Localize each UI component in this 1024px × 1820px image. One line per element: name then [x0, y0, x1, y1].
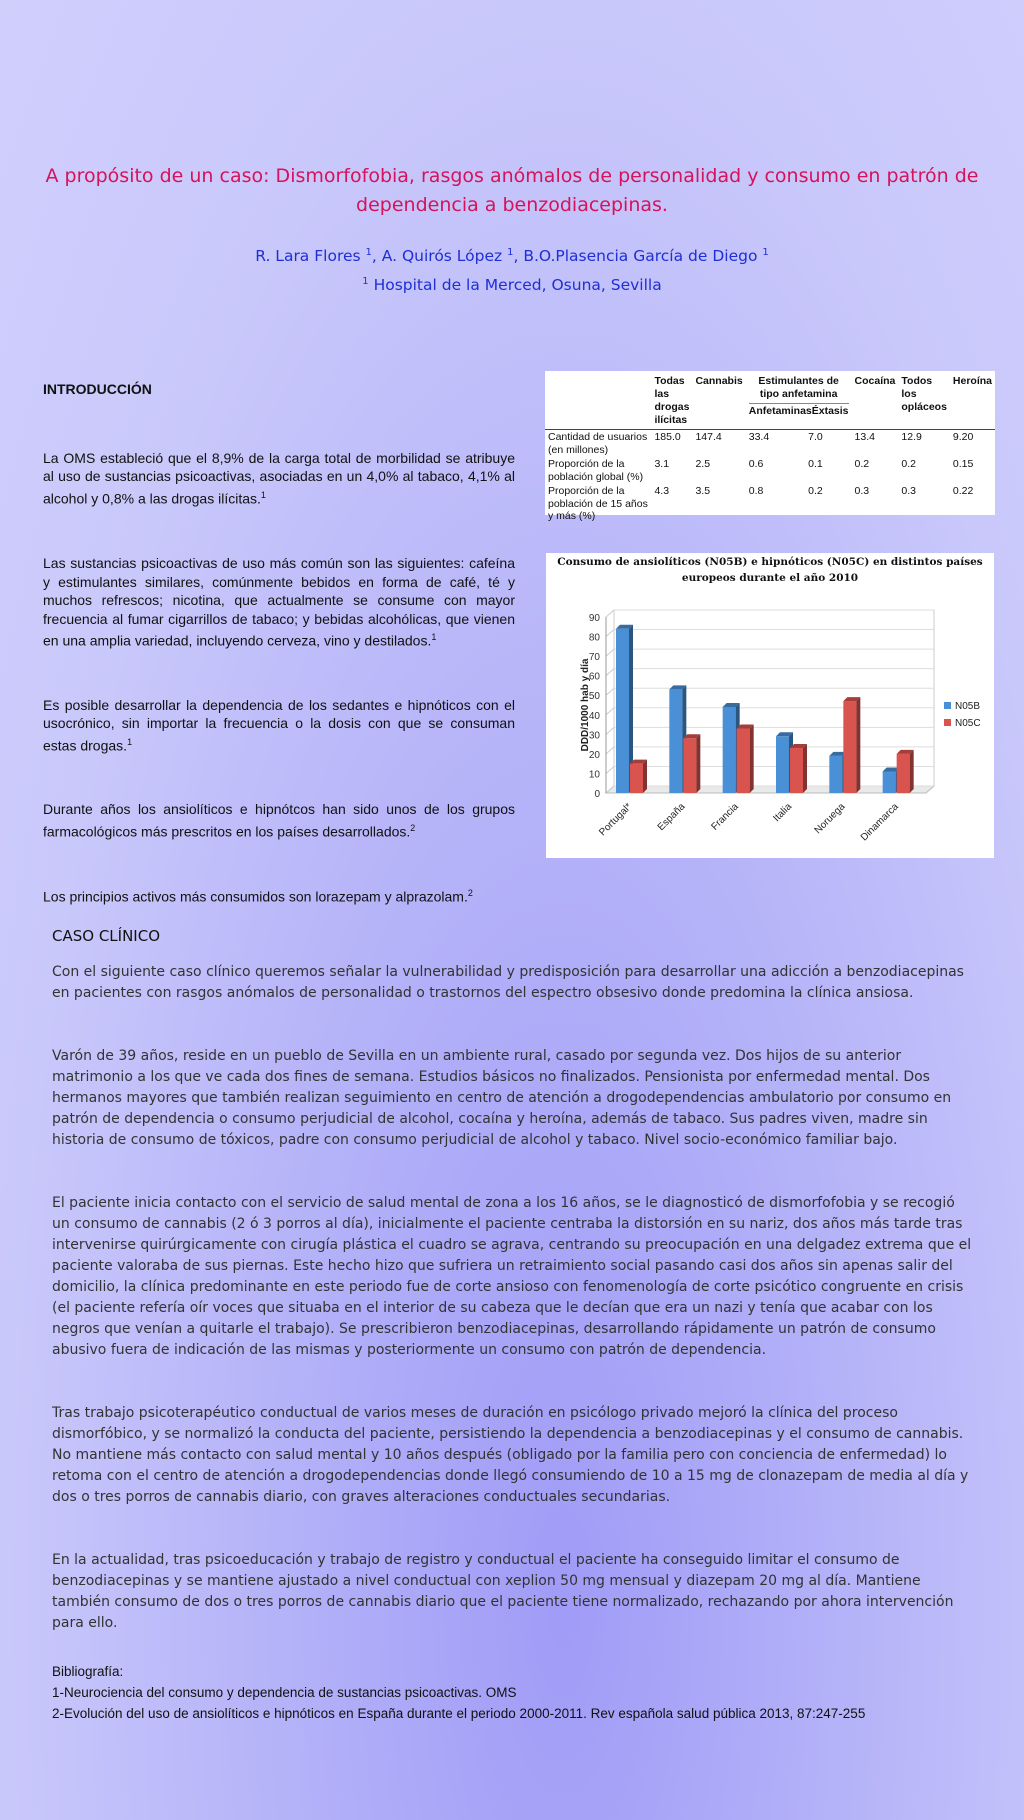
table-row: Cantidad de usuarios (en millones) 185.0 147.4 33.4 7.0 13.4 12.9 9.20 [545, 430, 995, 458]
case-paragraph-3: El paciente inicia contacto con el servicio de salud mental de zona a los 16 años, se le diagnosticó de dismorfofobia y se recogió un consumo de cannabis (2 ó 3 porros al día), inicialmente el paciente centraba la distorsión en su nariz, dos años más tarde tras intervenirse quirúrgicamente con cirugía plástica el cuadro se agrava, centrando su preocupación en una delgadez extrema que el paciente valoraba de sus piernas. Este hecho hizo que sufriera un retraimiento social pasando casi dos años sin apenas salir del domicilio, la clínica predominante en este periodo fue de corte ansioso con fenomenología de corte psicótico congruente en crisis (el paciente refería oír voces que situaba en el interior de su cabeza que le decían que era un nazi y tenía que acabar con los negros que venían a quitarle el trabajo). Se prescribieron benzodiacepinas, desarrollando rápidamente un patrón de consumo abusivo fuera de indicación de las mismas y posteriormente un consumo con patrón de dependencia. [52, 1195, 972, 1358]
clinical-case-section [52, 926, 976, 1634]
case-heading: CASO CLÍNICO [52, 927, 161, 945]
intro-paragraph-3: Es posible desarrollar la dependencia de los sedantes e hipnóticos con el usocrónico, sin importar la frecuencia o la dosis con que se consuman estas drogas.$^1$ [43, 696, 515, 754]
bar-n05b-4 [829, 756, 842, 793]
y-tick-label: 0 [594, 789, 600, 800]
y-tick-label: 80 [588, 632, 600, 644]
gridline [606, 727, 614, 734]
reference-2: 2-Evolución del uso de ansiolíticos e hipnóticos en España durante el periodo 2000-2011. Rev española salud pública 2013, 87:247-255 [52, 1706, 866, 1721]
table-header: Cocaína [854, 375, 896, 387]
table-header: Cannabis [695, 375, 743, 387]
affiliation: $^1$ Hospital de la Merced, Osuna, Sevilla [362, 276, 662, 295]
gridline [606, 610, 614, 617]
case-paragraph-4: Tras trabajo psicoterapéutico conductual de varios meses de duración en psicólogo privado mejoró la clínica del proceso dismorfóbico, y se normalizó la conducta del paciente, persistiendo la dependencia a benzodiacepinas y el consumo de cannabis. No mantiene más contacto con salud mental y 10 años después (obligado por la familia pero con conciencia de enfermedad) lo retoma con el centro de atención a drogodependencias donde llegó consumiendo de 10 a 15 mg de clonazepam de media al día y dos o tres porros de cannabis diario, con graves alteraciones conductuales secundarias. [52, 1405, 969, 1505]
x-tick-label: Portugal* [597, 801, 635, 839]
anxiolytics-bar-chart [546, 553, 994, 858]
bar-side-n05c-0 [643, 760, 647, 793]
drug-users-table-card [545, 371, 995, 522]
bar-n05c-2 [737, 728, 750, 793]
bar-side-n05c-1 [696, 734, 700, 793]
gridline [606, 688, 614, 695]
bar-n05c-3 [790, 748, 803, 793]
y-tick-label: 90 [588, 613, 600, 624]
legend-swatch-n05b [944, 702, 951, 709]
bar-n05c-1 [683, 738, 696, 793]
author-1: R. Lara Flores [255, 247, 361, 266]
intro-paragraph-1: La OMS estableció que el 8,9% de la carga total de morbilidad se atribuye al uso de sustancias psicoactivas, asociadas en un 4,0% al tabaco, 4,1% al alcohol y 0,8% a las drogas ilícitas.$^1$ [43, 449, 515, 507]
bar-n05b-3 [776, 736, 789, 793]
table-row: Proporción de la población global (%) 3.1 2.5 0.6 0.1 0.2 0.2 0.15 [548, 458, 974, 483]
intro-heading: INTRODUCCIÓN [43, 381, 152, 397]
y-axis-label: DDD/1000 hab y día [580, 658, 591, 752]
poster-title: A propósito de un caso: Dismorfofobia, rasgos anómalos de personalidad y consumo en patrón de dependencia a benzodiacepinas. [45, 165, 979, 216]
y-tick-label: 20 [588, 749, 600, 761]
bar-side-n05c-4 [856, 697, 860, 793]
legend-swatch-n05c [944, 719, 951, 726]
chart-plot-frame [614, 610, 934, 786]
y-tick-label: 50 [588, 691, 600, 703]
table-header: Todas las drogas ilícitas [654, 375, 690, 426]
y-tick-label: 30 [588, 730, 600, 742]
intro-paragraph-2: Las sustancias psicoactivas de uso más común son las siguientes: cafeína y estimulantes similares, comúnmente bebidos en forma de café, té y muchos refrescos; nicotina, que actualmente se consume con mayor frecuencia al fumar cigarrillos de tabaco; y bebidas alcohólicas, que vienen en una amplia variedad, incluyendo cerveza, vino y destilados.$^1$ [43, 555, 515, 650]
gridline [606, 766, 614, 773]
x-tick-label: Noruega [812, 801, 848, 837]
introduction-section [43, 380, 515, 906]
bibliography [52, 1661, 992, 1724]
x-tick-label: Dinamarca [858, 801, 901, 844]
x-tick-label: Francia [709, 801, 741, 833]
bibliography-heading: Bibliografía: [52, 1664, 124, 1679]
bar-n05c-5 [897, 754, 910, 793]
author-3: B.O.Plasencia García de Diego [523, 247, 758, 266]
table-header: Heroína [952, 375, 992, 387]
bar-n05b-2 [723, 707, 736, 793]
y-tick-label: 10 [588, 769, 600, 781]
table-row: Proporción de la población de 15 años y más (%) 4.3 3.5 0.8 0.2 0.3 0.3 0.22 [548, 485, 974, 522]
gridline [606, 747, 614, 754]
table-header: Estimulantes de tipo anfetamina Anfetaminas Éxtasis [748, 375, 849, 417]
bar-n05b-5 [883, 771, 896, 793]
bar-side-n05c-3 [803, 744, 807, 793]
y-tick-label: 60 [588, 671, 600, 683]
bar-n05c-0 [630, 764, 643, 793]
anxiolytics-chart-card [546, 553, 994, 858]
y-tick-label: 70 [588, 652, 600, 664]
table-header-row [545, 373, 995, 430]
chart-title: Consumo de ansiolíticos (N05B) e hipnóticos (N05C) en distintos países europeos durante el año 2010 [557, 556, 983, 584]
legend-label-n05c: N05C [955, 718, 981, 729]
table-header: Todos los opláceos [901, 375, 947, 413]
x-tick-label: España [655, 801, 688, 834]
author-line: R. Lara Flores $^1$, A. Quirós López $^1$, B.O.Plasencia García de Diego $^1$ [255, 247, 769, 266]
legend-label-n05b: N05B [955, 701, 981, 712]
case-paragraph-5: En la actualidad, tras psicoeducación y trabajo de registro y conductual el paciente ha conseguido limitar el consumo de benzodiacepinas y se mantiene ajustado a nivel conductual con xeplion 50 mg mensual y diazepam 20 mg al día. Mantiene también consumo de dos o tres porros de cannabis diario que el paciente tiene normalizado, rechazando por ahora intervención para ello. [52, 1552, 954, 1631]
author-2: A. Quirós López [381, 247, 503, 266]
bar-n05b-0 [616, 629, 629, 793]
table-subheader: Éxtasis [811, 405, 849, 417]
bar-side-n05c-5 [910, 750, 914, 793]
gridline [606, 630, 614, 637]
intro-paragraph-4: Durante años los ansiolíticos e hipnótcos han sido unos de los grupos farmacológicos más prescritos en los países desarrollados.$^2$ [43, 801, 515, 840]
gridline [606, 708, 614, 715]
gridline [606, 649, 614, 656]
case-paragraph-1: Con el siguiente caso clínico queremos señalar la vulnerabilidad y predisposición para desarrollar una adicción a benzodiacepinas en pacientes con rasgos anómalos de personalidad o trastornos del espectro obsesivo donde predomina la clínica ansiosa. [52, 964, 964, 1001]
reference-1: 1-Neurociencia del consumo y dependencia de sustancias psicoactivas. OMS [52, 1685, 517, 1700]
x-tick-label: Italia [771, 801, 795, 825]
case-paragraph-2: Varón de 39 años, reside en un pueblo de Sevilla en un ambiente rural, casado por segunda vez. Dos hijos de su anterior matrimonio a los que ve cada dos fines de semana. Estudios básicos no finalizados. Pensionista por enfermedad mental. Dos hermanos mayores que también realizan seguimiento en centro de atención a drogodependencias ambulatorio por consumo en patrón de dependencia o consumo perjudicial de alcohol, cocaína y heroína, además de tabaco. Sus padres viven, madre sin historia de consumo de tóxicos, padre con consumo perjudicial de alcohol y tabaco. Nivel socio-económico familiar bajo. [52, 1048, 952, 1148]
bar-n05b-1 [669, 689, 682, 793]
drug-users-table [545, 373, 995, 524]
gridline [606, 669, 614, 676]
intro-paragraph-5: Los principios activos más consumidos son lorazepam y alprazolam.$^2$ [43, 887, 473, 905]
bar-n05c-4 [843, 701, 856, 793]
table-subheader: Anfetaminas [748, 405, 812, 417]
y-tick-label: 40 [588, 710, 600, 722]
bar-side-n05c-2 [750, 724, 754, 793]
authors-block [40, 240, 984, 298]
